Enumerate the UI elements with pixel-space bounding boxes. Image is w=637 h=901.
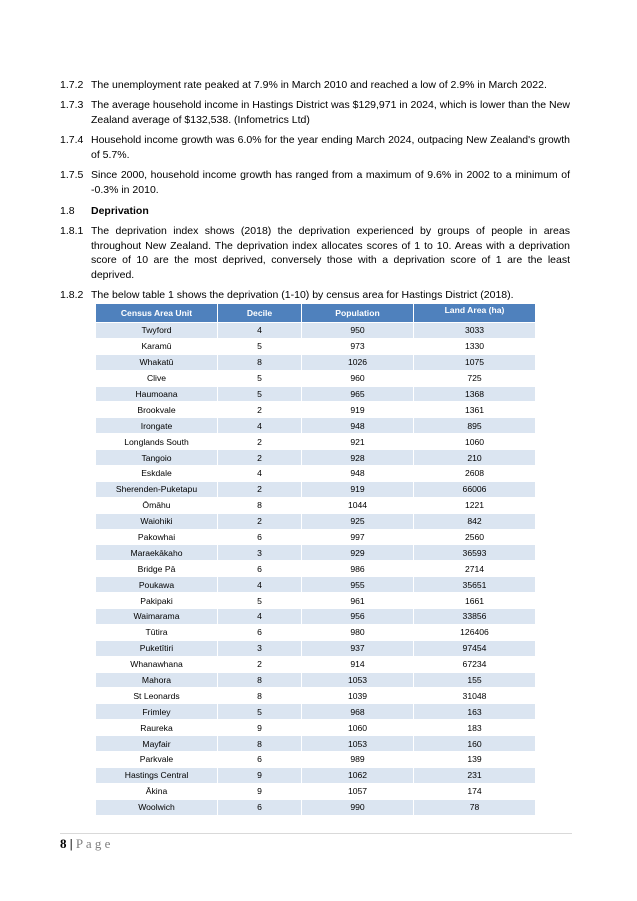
cell-population: 937 (302, 640, 414, 656)
cell-land-area: 1221 (414, 497, 536, 513)
cell-census-area-unit: Tūtira (96, 624, 218, 640)
paragraph-number: 1.8.2 (60, 289, 84, 301)
cell-census-area-unit: Parkvale (96, 752, 218, 768)
cell-land-area: 183 (414, 720, 536, 736)
cell-census-area-unit: Karamū (96, 338, 218, 354)
cell-census-area-unit: Ākina (96, 783, 218, 799)
cell-land-area: 1075 (414, 354, 536, 370)
cell-census-area-unit: Haumoana (96, 386, 218, 402)
table-row (96, 736, 536, 752)
cell-decile: 6 (218, 752, 302, 768)
cell-decile: 9 (218, 720, 302, 736)
table-row (96, 497, 536, 513)
page-number: 8 (60, 836, 67, 851)
paragraph-number: 1.7.5 (60, 169, 84, 181)
cell-population: 1039 (302, 688, 414, 704)
cell-census-area-unit: Maraekākaho (96, 545, 218, 561)
cell-population: 955 (302, 577, 414, 593)
cell-population: 980 (302, 624, 414, 640)
cell-land-area: 2714 (414, 561, 536, 577)
table-row (96, 513, 536, 529)
paragraph-number: 1.7.3 (60, 99, 84, 111)
cell-census-area-unit: Pakipaki (96, 593, 218, 609)
table-row (96, 545, 536, 561)
cell-decile: 4 (218, 418, 302, 434)
cell-population: 929 (302, 545, 414, 561)
cell-population: 965 (302, 386, 414, 402)
cell-land-area: 36593 (414, 545, 536, 561)
cell-population: 925 (302, 513, 414, 529)
section-title: Deprivation (91, 205, 149, 217)
cell-census-area-unit: Pakowhai (96, 529, 218, 545)
table-row (96, 354, 536, 370)
cell-census-area-unit: Whakatū (96, 354, 218, 370)
cell-decile: 6 (218, 799, 302, 815)
paragraph-1-8-2 (60, 288, 570, 303)
cell-census-area-unit: Hastings Central (96, 767, 218, 783)
cell-population: 1026 (302, 354, 414, 370)
table-row (96, 577, 536, 593)
cell-land-area: 1661 (414, 593, 536, 609)
page-footer (60, 836, 110, 852)
cell-population: 956 (302, 609, 414, 625)
cell-population: 1060 (302, 720, 414, 736)
paragraph-text: The deprivation index shows (2018) the deprivation experienced by groups of people in areas throughout New Zealand. The deprivation index allocates scores of 1 to 10. Areas with a deprivation score of 10 are the most deprived, conversely those with a deprivation score of 1 are the least deprived. (91, 225, 570, 281)
cell-population: 960 (302, 370, 414, 386)
cell-decile: 5 (218, 370, 302, 386)
table-row (96, 799, 536, 815)
cell-population: 948 (302, 418, 414, 434)
cell-decile: 5 (218, 704, 302, 720)
cell-land-area: 139 (414, 752, 536, 768)
cell-decile: 9 (218, 767, 302, 783)
cell-decile: 2 (218, 481, 302, 497)
table-row (96, 529, 536, 545)
cell-land-area: 210 (414, 450, 536, 466)
paragraph-1-7-2 (60, 78, 570, 93)
cell-census-area-unit: Eskdale (96, 466, 218, 482)
cell-decile: 3 (218, 640, 302, 656)
table-row (96, 450, 536, 466)
cell-land-area: 895 (414, 418, 536, 434)
page-label: P a g e (75, 836, 111, 851)
table-row (96, 481, 536, 497)
cell-land-area: 1368 (414, 386, 536, 402)
cell-census-area-unit: Puketītiri (96, 640, 218, 656)
paragraph-text: The below table 1 shows the deprivation (1-10) by census area for Hastings District (2018). (91, 289, 514, 301)
cell-land-area: 33856 (414, 609, 536, 625)
table-row (96, 593, 536, 609)
cell-decile: 2 (218, 434, 302, 450)
cell-decile: 6 (218, 529, 302, 545)
cell-population: 1062 (302, 767, 414, 783)
cell-census-area-unit: Raureka (96, 720, 218, 736)
table-row (96, 640, 536, 656)
cell-decile: 5 (218, 386, 302, 402)
cell-population: 989 (302, 752, 414, 768)
table-row (96, 752, 536, 768)
paragraph-1-7-3 (60, 98, 570, 127)
cell-decile: 6 (218, 561, 302, 577)
table-row (96, 402, 536, 418)
cell-census-area-unit: Twyford (96, 323, 218, 339)
footer-divider (60, 833, 572, 834)
cell-decile: 8 (218, 672, 302, 688)
table-row (96, 688, 536, 704)
paragraph-number: 1.8.1 (60, 225, 84, 237)
table-row (96, 386, 536, 402)
header-land-area: Land Area (ha) (414, 304, 536, 323)
cell-decile: 2 (218, 656, 302, 672)
cell-land-area: 163 (414, 704, 536, 720)
cell-decile: 9 (218, 783, 302, 799)
table-row (96, 624, 536, 640)
cell-land-area: 126406 (414, 624, 536, 640)
cell-population: 968 (302, 704, 414, 720)
cell-population: 1053 (302, 736, 414, 752)
cell-population: 950 (302, 323, 414, 339)
table-row (96, 656, 536, 672)
cell-land-area: 1361 (414, 402, 536, 418)
cell-decile: 4 (218, 466, 302, 482)
cell-decile: 2 (218, 402, 302, 418)
header-decile: Decile (218, 304, 302, 323)
cell-population: 919 (302, 402, 414, 418)
cell-census-area-unit: Clive (96, 370, 218, 386)
cell-decile: 3 (218, 545, 302, 561)
paragraph-text: Since 2000, household income growth has ranged from a maximum of 9.6% in 2002 to a minimum of -0.3% in 2010. (91, 169, 570, 196)
cell-decile: 8 (218, 497, 302, 513)
cell-land-area: 2560 (414, 529, 536, 545)
table-header-row (96, 304, 536, 323)
cell-census-area-unit: Tangoio (96, 450, 218, 466)
cell-census-area-unit: Ōmāhu (96, 497, 218, 513)
cell-population: 928 (302, 450, 414, 466)
paragraph-1-7-5 (60, 168, 570, 197)
deprivation-table (95, 303, 536, 816)
paragraph-text: The unemployment rate peaked at 7.9% in March 2010 and reached a low of 2.9% in March 2022. (91, 79, 547, 91)
table-row (96, 338, 536, 354)
cell-land-area: 725 (414, 370, 536, 386)
cell-land-area: 97454 (414, 640, 536, 656)
cell-land-area: 842 (414, 513, 536, 529)
cell-census-area-unit: Whanawhana (96, 656, 218, 672)
cell-land-area: 31048 (414, 688, 536, 704)
cell-census-area-unit: Waiohiki (96, 513, 218, 529)
cell-census-area-unit: Brookvale (96, 402, 218, 418)
cell-population: 973 (302, 338, 414, 354)
cell-decile: 5 (218, 338, 302, 354)
cell-population: 948 (302, 466, 414, 482)
cell-land-area: 160 (414, 736, 536, 752)
table-row (96, 720, 536, 736)
cell-land-area: 66006 (414, 481, 536, 497)
cell-population: 919 (302, 481, 414, 497)
cell-census-area-unit: Frimley (96, 704, 218, 720)
cell-census-area-unit: Bridge Pā (96, 561, 218, 577)
cell-decile: 4 (218, 577, 302, 593)
cell-land-area: 1060 (414, 434, 536, 450)
paragraph-number: 1.7.2 (60, 79, 84, 91)
header-population: Population (302, 304, 414, 323)
table-row (96, 783, 536, 799)
header-census-area-unit: Census Area Unit (96, 304, 218, 323)
table-row (96, 704, 536, 720)
cell-population: 1044 (302, 497, 414, 513)
table-row (96, 767, 536, 783)
table-row (96, 418, 536, 434)
cell-land-area: 35651 (414, 577, 536, 593)
cell-census-area-unit: Mahora (96, 672, 218, 688)
paragraph-1-7-4 (60, 133, 570, 162)
cell-census-area-unit: St Leonards (96, 688, 218, 704)
cell-population: 990 (302, 799, 414, 815)
cell-land-area: 231 (414, 767, 536, 783)
cell-decile: 6 (218, 624, 302, 640)
cell-decile: 5 (218, 593, 302, 609)
cell-land-area: 1330 (414, 338, 536, 354)
table-row (96, 370, 536, 386)
cell-census-area-unit: Sherenden-Puketapu (96, 481, 218, 497)
table-row (96, 672, 536, 688)
table-row (96, 466, 536, 482)
cell-decile: 4 (218, 323, 302, 339)
cell-land-area: 2608 (414, 466, 536, 482)
cell-land-area: 174 (414, 783, 536, 799)
cell-land-area: 3033 (414, 323, 536, 339)
table-row (96, 434, 536, 450)
section-number: 1.8 (60, 205, 75, 217)
cell-population: 986 (302, 561, 414, 577)
cell-population: 921 (302, 434, 414, 450)
cell-population: 1057 (302, 783, 414, 799)
cell-decile: 8 (218, 354, 302, 370)
paragraph-1-8-1 (60, 224, 570, 282)
cell-population: 961 (302, 593, 414, 609)
paragraph-text: Household income growth was 6.0% for the year ending March 2024, outpacing New Zealand's growth of 5.7%. (91, 134, 570, 161)
cell-decile: 2 (218, 450, 302, 466)
cell-land-area: 78 (414, 799, 536, 815)
cell-decile: 8 (218, 688, 302, 704)
cell-population: 997 (302, 529, 414, 545)
table-body (96, 323, 536, 816)
table-row (96, 323, 536, 339)
cell-population: 914 (302, 656, 414, 672)
cell-decile: 8 (218, 736, 302, 752)
table-row (96, 609, 536, 625)
cell-census-area-unit: Waimarama (96, 609, 218, 625)
paragraph-number: 1.7.4 (60, 134, 84, 146)
cell-census-area-unit: Longlands South (96, 434, 218, 450)
section-heading-deprivation (60, 204, 570, 219)
cell-census-area-unit: Poukawa (96, 577, 218, 593)
table-row (96, 561, 536, 577)
cell-decile: 2 (218, 513, 302, 529)
page-separator: | (66, 836, 76, 851)
cell-population: 1053 (302, 672, 414, 688)
cell-census-area-unit: Woolwich (96, 799, 218, 815)
cell-census-area-unit: Irongate (96, 418, 218, 434)
cell-census-area-unit: Mayfair (96, 736, 218, 752)
paragraph-text: The average household income in Hastings District was $129,971 in 2024, which is lower than the New Zealand average of $132,538. (Infometrics Ltd) (91, 99, 570, 126)
cell-decile: 4 (218, 609, 302, 625)
cell-land-area: 155 (414, 672, 536, 688)
cell-land-area: 67234 (414, 656, 536, 672)
